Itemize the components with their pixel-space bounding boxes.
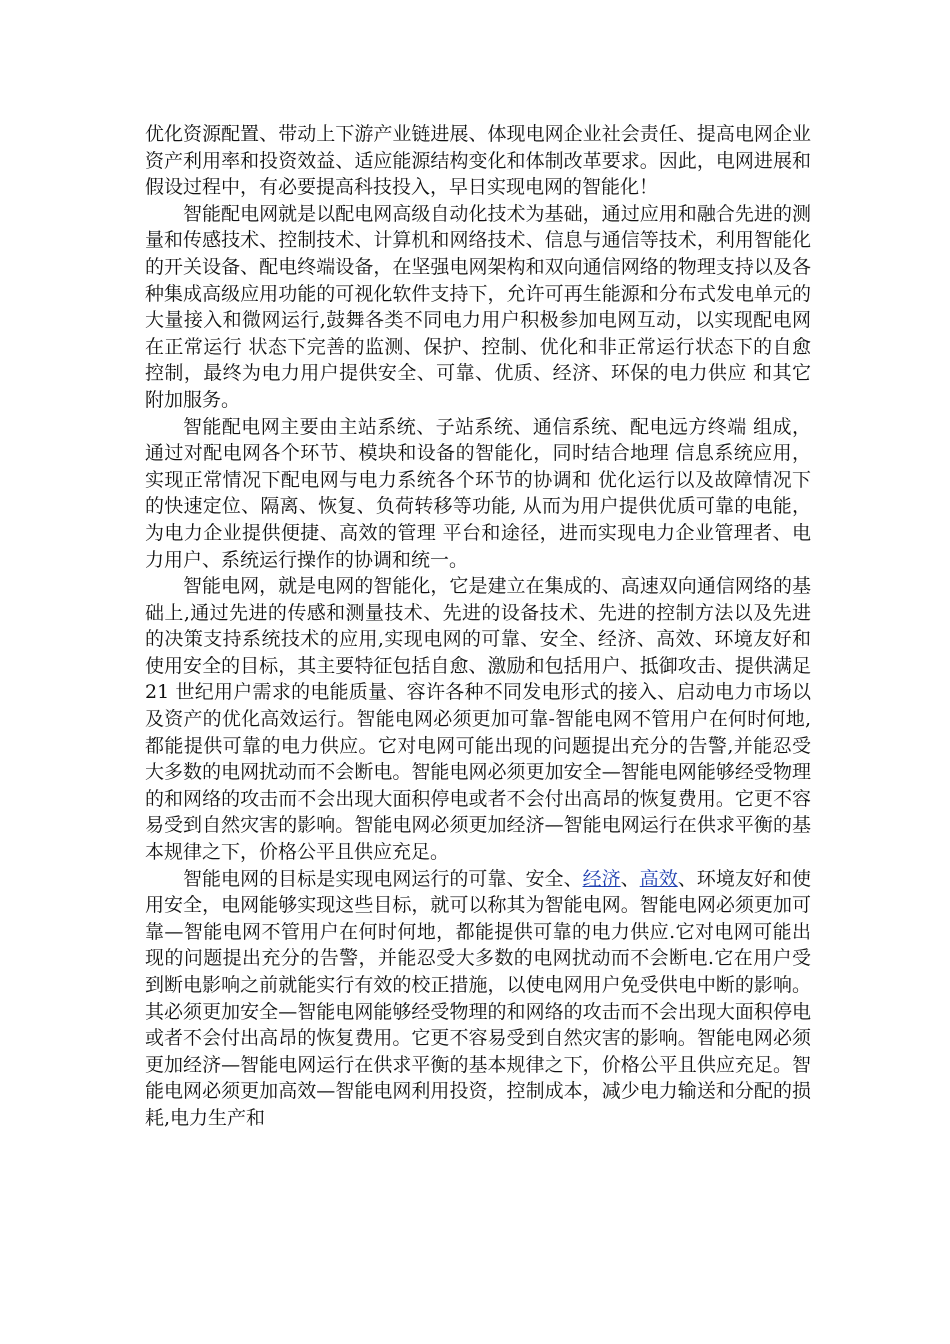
- paragraph-5-text-before: 智能电网的目标是实现电网运行的可靠、安全、: [183, 867, 583, 890]
- paragraph-4: 智能电网，就是电网的智能化，它是建立在集成的、高速双向通信网络的基础上,通过先进的传感和测量技术、先进的设备技术、先进的控制方法以及先进的决策支持系统技术的应用,实现电网的可靠、安全、经济、高效、环境友好和使用安全的目标，其主要特征包括自愈、激励和包括用户、抵御攻击、提供满足 21 世纪用户需求的电能质量、容许各种不同发电形式的接入、启动电力市场以及资产的优化高效运行。智能电网必须更加可靠-智能电网不管用户在何时何地,都能提供可靠的电力供应。它对电网可能出现的问题提出充分的告警,并能忍受大多数的电网扰动而不会断电。智能电网必须更加安全—智能电网能够经受物理的和网络的攻击而不会出现大面积停电或者不会付出高昂的恢复费用。它更不容易受到自然灾害的影响。智能电网必须更加经济—智能电网运行在供求平衡的基本规律之下，价格公平且供应充足。: [145, 575, 811, 864]
- paragraph-2: 智能配电网就是以配电网高级自动化技术为基础，通过应用和融合先进的测量和传感技术、控制技术、计算机和网络技术、信息与通信等技术，利用智能化的开关设备、配电终端设备，在坚强电网架构和双向通信网络的物理支持以及各种集成高级应用功能的可视化软件支持下，允许可再生能源和分布式发电单元的大量接入和微网运行,鼓舞各类不同电力用户积极参加电网互动，以实现配电网在正常运行 状态下完善的监测、保护、控制、优化和非正常运行状态下的自愈控制，最终为电力用户提供安全、可靠、优质、经济、环保的电力供应 和其它附加服务。: [145, 202, 811, 411]
- paragraph-1: 优化资源配置、带动上下游产业链进展、体现电网企业社会责任、提高电网企业资产利用率和投资效益、适应能源结构变化和体制改革要求。因此，电网进展和假设过程中，有必要提高科技投入，早日实现电网的智能化！: [145, 123, 811, 199]
- document-body: [145, 121, 811, 1132]
- paragraph-5-text-mid: 、: [620, 867, 640, 890]
- paragraph-5-text-after: 、环境友好和使用安全，电网能够实现这些目标，就可以称其为智能电网。智能电网必须更加可靠—智能电网不管用户在何时何地，都能提供可靠的电力供应.它对电网可能出现的问题提出充分的告警，并能忍受大多数的电网扰动而不会断电.它在用户受到断电影响之前就能实行有效的校正措施，以使电网用户免受供电中断的影响。其必须更加安全—智能电网能够经受物理的和网络的攻击而不会出现大面积停电或者不会付出高昂的恢复费用。它更不容易受到自然灾害的影响。智能电网必须更加经济—智能电网运行在供求平衡的基本规律之下，价格公平且供应充足。智能电网必须更加高效—智能电网利用投资，控制成本，减少电力输送和分配的损耗,电力生产和: [145, 867, 811, 1129]
- link-efficiency[interactable]: 高效: [639, 867, 678, 890]
- link-economy[interactable]: 经济: [582, 867, 621, 890]
- paragraph-3: 智能配电网主要由主站系统、子站系统、通信系统、配电远方终端 组成，通过对配电网各个环节、模块和设备的智能化，同时结合地理 信息系统应用， 实现正常情况下配电网与电力系统各个环节的协调和 优化运行以及故障情况下的快速定位、隔离、恢复、负荷转移等功能, 从而为用户提供优质可靠的电能，为电力企业提供便捷、高效的管理 平台和途径，进而实现电力企业管理者、电力用户、系统运行操作的协调和统一。: [145, 415, 811, 571]
- paragraph-5: [145, 866, 811, 1132]
